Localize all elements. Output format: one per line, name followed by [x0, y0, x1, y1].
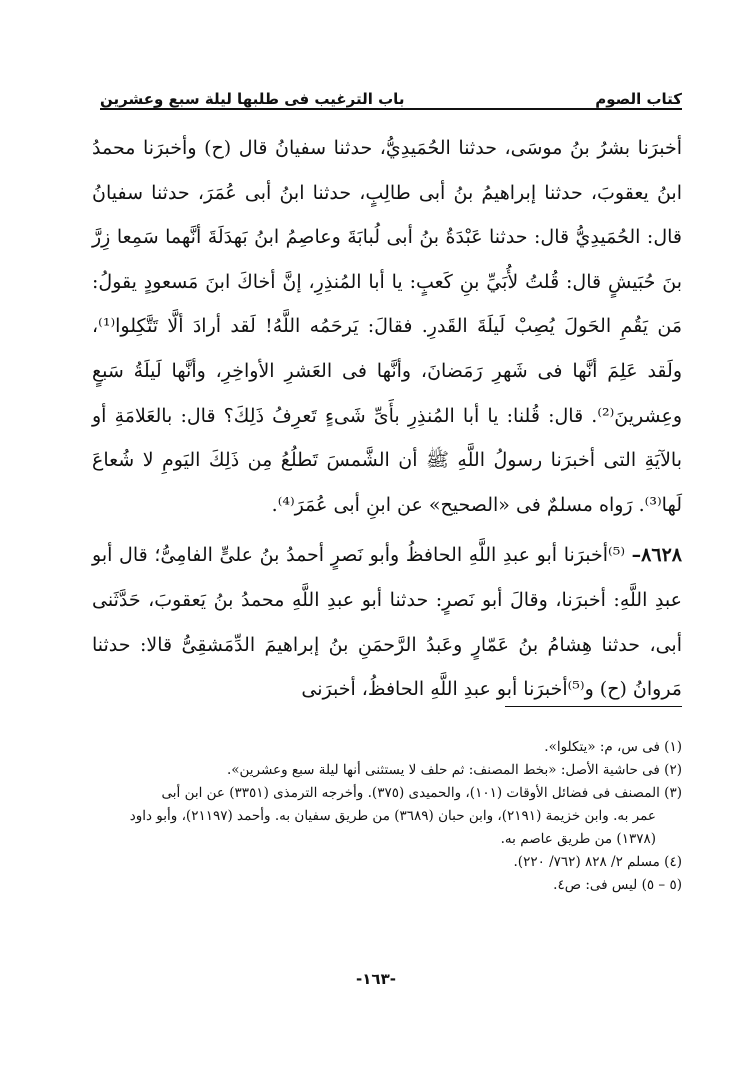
hadith-paragraph-2 — [92, 533, 682, 711]
footnotes — [92, 736, 682, 897]
main-text — [92, 126, 682, 712]
chapter-title: باب الترغيب فى طلبها ليلة سبع وعشرين — [100, 90, 405, 108]
running-header — [100, 82, 682, 108]
footnote-2: (٢) فى حاشية الأصل: «بخط المصنف: ثم حلف لا يستثنى أنها ليلة سبع وعشرين». — [226, 762, 682, 778]
footnote-4: (٤) مسلم ٢/ ٨٢٨ (٧٦٢/ ٢٢٠). — [513, 854, 682, 870]
hadith-paragraph: أخبرَنا بشرُ بنُ موسَى، حدثنا الحُمَيدِيُّ، حدثنا سفيانُ قال (ح) وأخبرَنا محمدُ ابنُ يعقوبَ، حدثنا إبراهيمُ بنُ أبى طالِبٍ، حدثنا ابنُ أبى عُمَرَ، حدثنا سفيانُ قال: الحُمَيدِيُّ قال: حدثنا عَبْدَةُ بنُ أبى لُبابَةَ وعاصِمُ ابنُ بَهدَلَةَ أنَّهما سَمِعا زِرَّ بنَ حُبَيشٍ قال: قُلتُ لأُبَيِّ بنِ كَعبٍ: يا أبا المُنذِرِ، إنَّ أخاكَ ابنَ مَسعودٍ يقولُ: مَن يَقُمِ الحَولَ يُصِبْ لَيلَةَ القَدرِ. فقالَ: يَرحَمُه اللَّهُ! لَقد أرادَ ألَّا تَتَّكِلوا⁽¹⁾، ولَقد عَلِمَ أنَّها فى شَهرِ رَمَضانَ، وأنَّها فى العَشرِ الأواخِرِ، وأنَّها لَيلَةُ سَبعٍ وعِشرينَ⁽²⁾. قال: قُلنا: يا أبا المُنذِرِ بأَىِّ شَىءٍ تَعرِفُ ذَلِكَ؟ قال: بالعَلامَةِ أو بالآيَةِ التى أخبرَنا رسولُ اللَّهِ ﷺ أن الشَّمسَ تَطلُعُ مِن ذَلِكَ اليَومِ لا شُعاعَ لَها⁽³⁾. رَواه مسلمٌ فى «الصحيح» عن ابنِ أبى عُمَرَ⁽⁴⁾. — [92, 137, 682, 516]
header-rule — [100, 108, 682, 110]
hadith-text: ⁽⁵⁾أخبرَنا أبو عبدِ اللَّهِ الحافظُ وأبو نَصرٍ أحمدُ بنُ علىٍّ الفامِىُّ؛ قال أبو عبدِ اللَّهِ: أخبرَنا، وقالَ أبو نَصرٍ: حدثنا أبو عبدِ اللَّهِ محمدُ بنُ يَعقوبَ، حَدَّثَنى أبى، حدثنا هِشامُ بنُ عَمّارٍ وعَبدُ الرَّحمَنِ بنُ إبراهيمَ الدِّمَشقِىُّ قالا: حدثنا مَروانُ (ح) و⁽⁵⁾أخبرَنا أبو عبدِ اللَّهِ الحافظُ، أخبرَنى — [92, 544, 682, 701]
book-title: كتاب الصوم — [595, 90, 682, 108]
page-number: -١٦٣- — [356, 970, 396, 988]
footnote-3-continued: عمر به. وابن خزيمة (٢١٩١)، وابن حبان (٣٦٨٩) من طريق سفيان به. وأحمد (٢١١٩٧)، وأبو داود (١٣٧٨) من طريق عاصم به. — [129, 808, 656, 847]
footnote-1: (١) فى س، م: «يتكلوا». — [544, 739, 682, 755]
hadith-number: ٨٦٢٨– — [631, 544, 682, 567]
footnote-5: (٥ – ٥) ليس فى: ص٤. — [553, 877, 682, 893]
footnote-3: (٣) المصنف فى فضائل الأوقات (١٠١)، والحميدى (٣٧٥). وأخرجه الترمذى (٣٣٥١) عن ابن أبى — [161, 785, 682, 801]
footnote-rule — [505, 706, 682, 707]
